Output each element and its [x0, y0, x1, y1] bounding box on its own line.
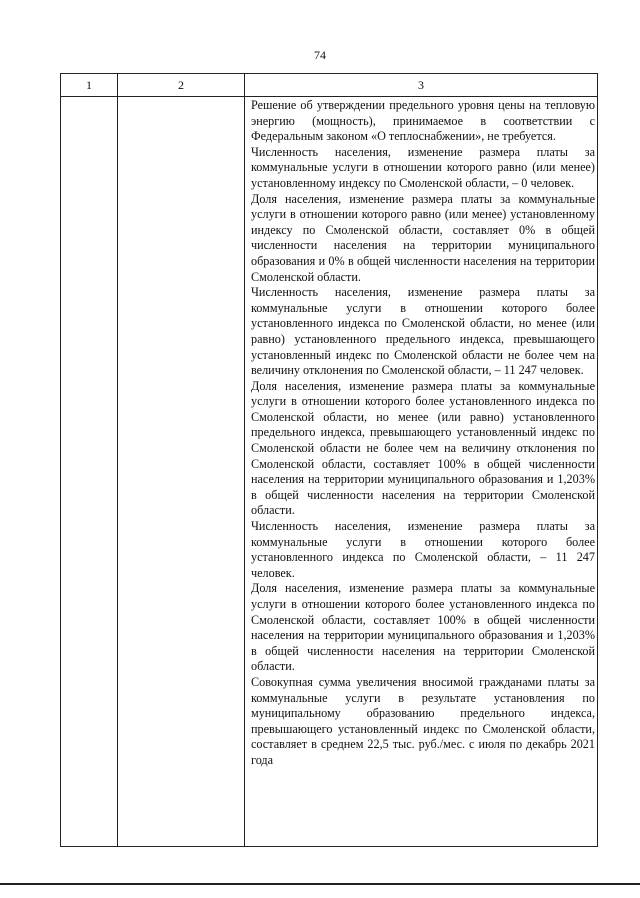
paragraph: Доля населения, изменение размера платы за коммунальные услуги в отношении которого более установленного индекса по Смоленской области, составляет 100% в общей численности населения на территории муниципального образования и 1,203% в общей численности населения на территории Смоленской области.	[251, 581, 595, 674]
paragraph: Численность населения, изменение размера платы за коммунальные услуги в отношении которого более установленного индекса по Смоленской области, но менее (или равно) установленного предельного индекса, превышающего установленный индекс по Смоленской области не более чем на величину отклонения по Смоленской области, – 11 247 человек.	[251, 285, 595, 378]
column-3-content	[249, 98, 595, 769]
table-header-row	[61, 74, 597, 97]
paragraph: Численность населения, изменение размера платы за коммунальные услуги в отношении которого равно (или менее) установленному индексу по Смоленской области, – 0 человек.	[251, 144, 595, 190]
document-table	[60, 73, 598, 847]
paragraph: Совокупная сумма увеличения вносимой гражданами платы за коммунальные услуги в результате установления по муниципальному образованию предельного индекса, превышающего установленный индекс по Смоленской области, составляет в среднем 22,5 тыс. руб./мес. с июля по декабрь 2021 года	[251, 674, 595, 767]
paragraph: Численность населения, изменение размера платы за коммунальные услуги в отношении которого более установленного индекса по Смоленской области, – 11 247 человек.	[251, 519, 595, 580]
paragraph: Доля населения, изменение размера платы за коммунальные услуги в отношении которого равно (или менее) установленному индексу по Смоленской области, составляет 0% в общей численности населения на территории муниципального образования и 0% в общей численности населения на территории Смоленской области.	[251, 191, 595, 284]
column-divider	[117, 74, 118, 846]
column-header-2: 2	[178, 78, 184, 92]
paragraph: Доля населения, изменение размера платы за коммунальные услуги в отношении которого более установленного индекса по Смоленской области, но менее (или равно) установленного предельного индекса, превышающего установленный индекс по Смоленской области не более чем на величину отклонения по Смоленской области, составляет 100% в общей численности населения на территории муниципального образования и 1,203% в общей численности населения на территории Смоленской области.	[251, 378, 595, 518]
column-header-1: 1	[86, 78, 92, 92]
page-number: 74	[314, 48, 326, 62]
paragraph: Решение об утверждении предельного уровня цены на тепловую энергию (мощность), принимаемое в соответствии с Федеральным законом «О теплоснабжении», не требуется.	[251, 98, 595, 144]
column-header-3: 3	[418, 78, 424, 92]
page-bottom-rule	[0, 883, 640, 885]
column-divider	[244, 74, 245, 846]
